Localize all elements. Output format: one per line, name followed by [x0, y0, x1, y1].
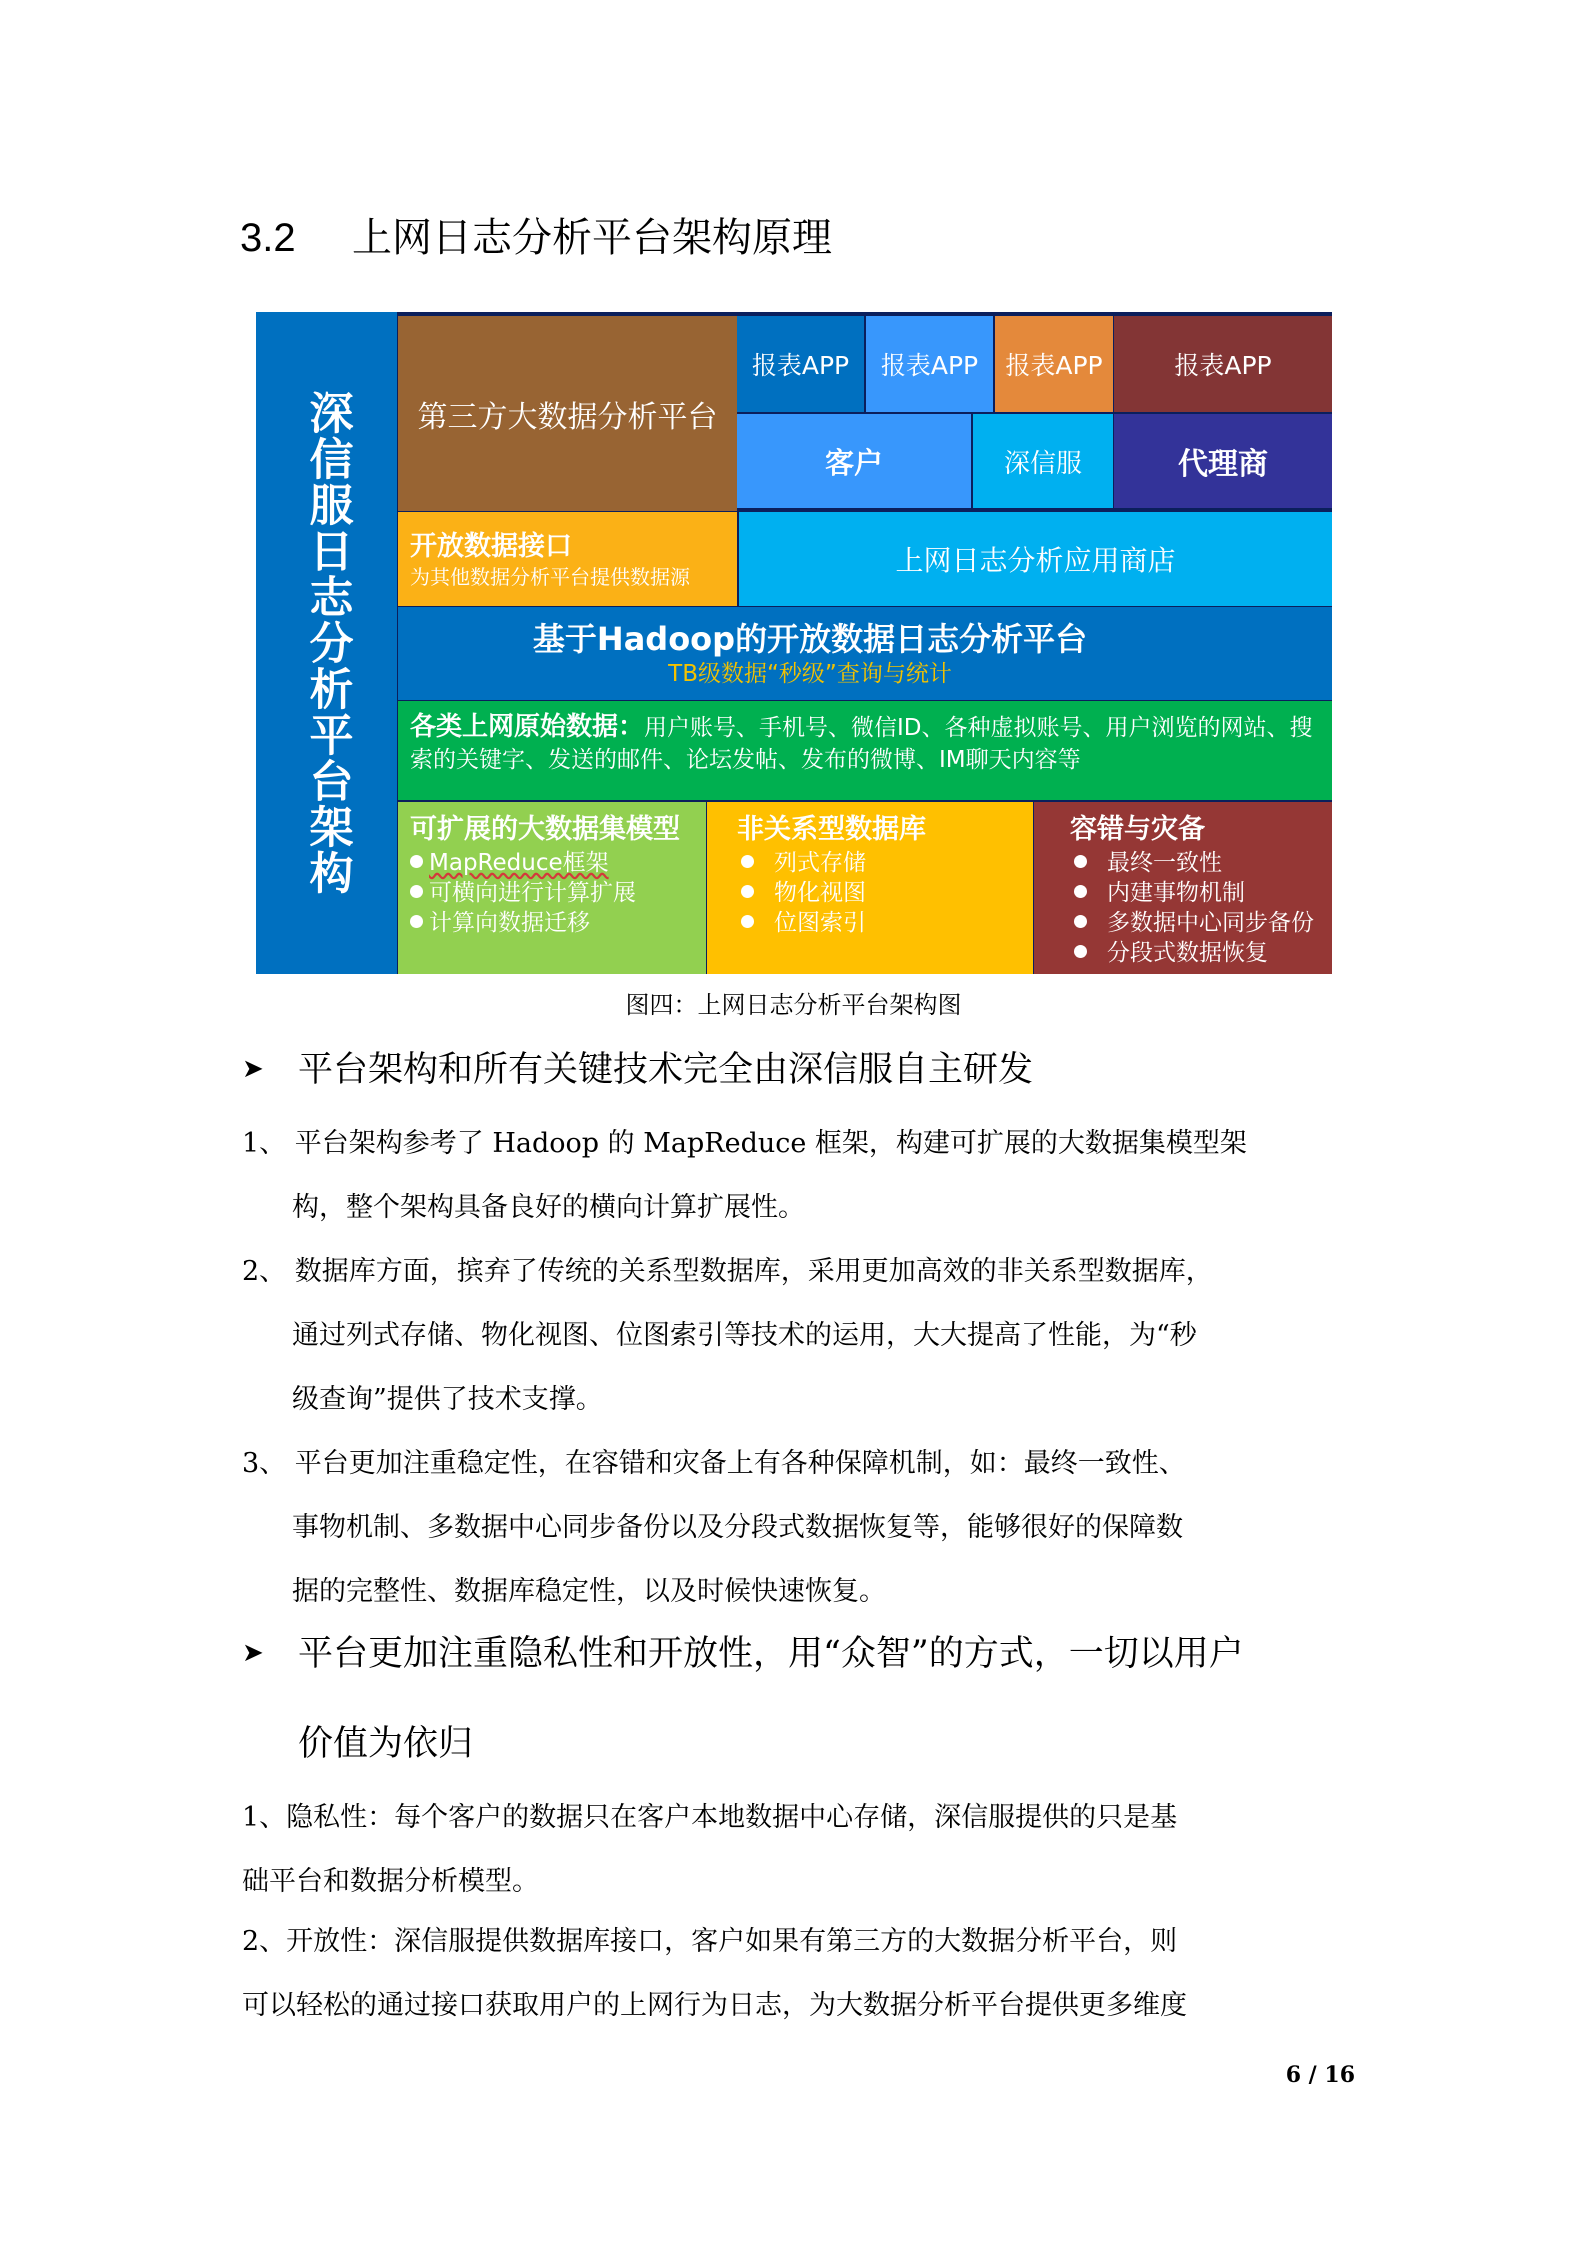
bullet-heading — [242, 1626, 1244, 1676]
arrow-bullet-icon: ➤ — [242, 1638, 264, 1668]
section-heading — [240, 206, 832, 263]
paragraph-privacy — [242, 1786, 1358, 1914]
agent-block: 代理商 — [1114, 414, 1332, 508]
bullet-dot-icon — [1074, 915, 1087, 928]
raw-data-title: 各类上网原始数据： — [410, 712, 645, 742]
text-line: 可以轻松的通过接口获取用户的上网行为日志，为大数据分析平台提供更多维度 — [242, 1990, 1187, 2021]
bullet-dot-icon — [1074, 945, 1087, 958]
text-line: 事物机制、多数据中心同步备份以及分段式数据恢复等，能够很好的保障数 — [292, 1512, 1183, 1543]
text-line: 2、 数据库方面，摈弃了传统的关系型数据库，采用更加高效的非关系型数据库， — [242, 1256, 1213, 1287]
paragraph-3 — [242, 1432, 1358, 1624]
bullet-dot-icon — [1074, 855, 1087, 868]
list-item: 可横向进行计算扩展 — [410, 878, 706, 908]
column-title: 非关系型数据库 — [737, 814, 926, 845]
bullet-heading-text: 平台更加注重隐私性和开放性，用“众智”的方式，一切以用户 — [298, 1634, 1244, 1674]
bullet-dot-icon — [741, 855, 754, 868]
list-item: 位图索引 — [737, 908, 1033, 938]
raw-data-block — [398, 701, 1332, 800]
figure-caption: 图四：上网日志分析平台架构图 — [625, 991, 962, 1019]
report-app-block: 报表APP — [995, 316, 1113, 412]
text-line: 1、隐私性：每个客户的数据只在客户本地数据中心存储，深信服提供的只是基 — [242, 1802, 1178, 1833]
open-data-interface-block — [398, 512, 737, 606]
section-title: 上网日志分析平台架构原理 — [352, 216, 832, 260]
paragraph-2 — [242, 1240, 1358, 1432]
text-line: 3、 平台更加注重稳定性，在容错和灾备上有各种保障机制，如：最终一致性、 — [242, 1448, 1186, 1479]
text-line: 通过列式存储、物化视图、位图索引等技术的运用，大大提高了性能，为“秒 — [292, 1320, 1197, 1351]
bullet-dot-icon — [1074, 885, 1087, 898]
text-line: 构，整个架构具备良好的横向计算扩展性。 — [292, 1192, 805, 1223]
list-item: 内建事物机制 — [1070, 878, 1332, 908]
raw-data-text: 用户账号、手机号、微信ID、各种虚拟账号、用户浏览的网站、搜索的关键字、发送的邮件、论坛发帖、发布的微博、IM聊天内容等 — [410, 715, 1313, 773]
column-title: 容错与灾备 — [1070, 814, 1205, 845]
text-line: 2、开放性：深信服提供数据库接口，客户如果有第三方的大数据分析平台，则 — [242, 1926, 1178, 1957]
list-item: 分段式数据恢复 — [1070, 938, 1332, 968]
customer-block: 客户 — [737, 414, 971, 508]
report-app-block: 报表APP — [866, 316, 993, 412]
list-item: 多数据中心同步备份 — [1070, 908, 1332, 938]
open-interface-title: 开放数据接口 — [410, 531, 572, 562]
sangfor-block: 深信服 — [973, 414, 1113, 508]
list-item: 列式存储 — [737, 848, 1033, 878]
fault-tolerance-block — [1034, 802, 1332, 974]
app-store-block: 上网日志分析应用商店 — [739, 512, 1332, 606]
third-party-platform-block: 第三方大数据分析平台 — [398, 316, 737, 511]
list-item: 计算向数据迁移 — [410, 908, 706, 938]
list-item: 物化视图 — [737, 878, 1033, 908]
open-interface-subtitle: 为其他数据分析平台提供数据源 — [410, 565, 690, 589]
bullet-heading — [242, 1042, 1033, 1092]
bullet-dot-icon — [410, 915, 423, 928]
bullet-dot-icon — [741, 915, 754, 928]
bullet-heading-continued: 价值为依归 — [298, 1724, 474, 1764]
bullet-dot-icon — [410, 855, 423, 868]
paragraph-1 — [242, 1112, 1358, 1240]
nosql-db-block — [707, 802, 1033, 974]
scalable-model-block — [398, 802, 706, 974]
hadoop-title: 基于Hadoop的开放数据日志分析平台 — [532, 620, 1088, 658]
text-line: 础平台和数据分析模型。 — [242, 1866, 539, 1897]
text-line: 据的完整性、数据库稳定性，以及时候快速恢复。 — [292, 1576, 886, 1607]
bullet-dot-icon — [741, 885, 754, 898]
diagram-vertical-title: 深信服日志分析平台架构 — [256, 312, 397, 974]
report-app-block: 报表APP — [1114, 316, 1332, 412]
paragraph-openness — [242, 1910, 1358, 2038]
column-title: 可扩展的大数据集模型 — [410, 814, 680, 845]
hadoop-subtitle: TB级数据“秒级”查询与统计 — [668, 661, 952, 687]
report-app-block: 报表APP — [737, 316, 864, 412]
text-line: 1、 平台架构参考了 Hadoop 的 MapReduce 框架，构建可扩展的大数据集模型架 — [242, 1128, 1247, 1159]
bullet-dot-icon — [410, 885, 423, 898]
text-line: 级查询”提供了技术支撑。 — [292, 1384, 603, 1415]
hadoop-platform-block — [398, 607, 1332, 700]
list-item: MapReduce框架 — [410, 848, 706, 878]
list-item: 最终一致性 — [1070, 848, 1332, 878]
architecture-diagram — [256, 312, 1332, 974]
arrow-bullet-icon: ➤ — [242, 1054, 264, 1084]
bullet-heading-text: 平台架构和所有关键技术完全由深信服自主研发 — [298, 1050, 1034, 1090]
page-number: 6 / 16 — [1285, 2062, 1355, 2088]
section-number: 3.2 — [240, 216, 296, 260]
